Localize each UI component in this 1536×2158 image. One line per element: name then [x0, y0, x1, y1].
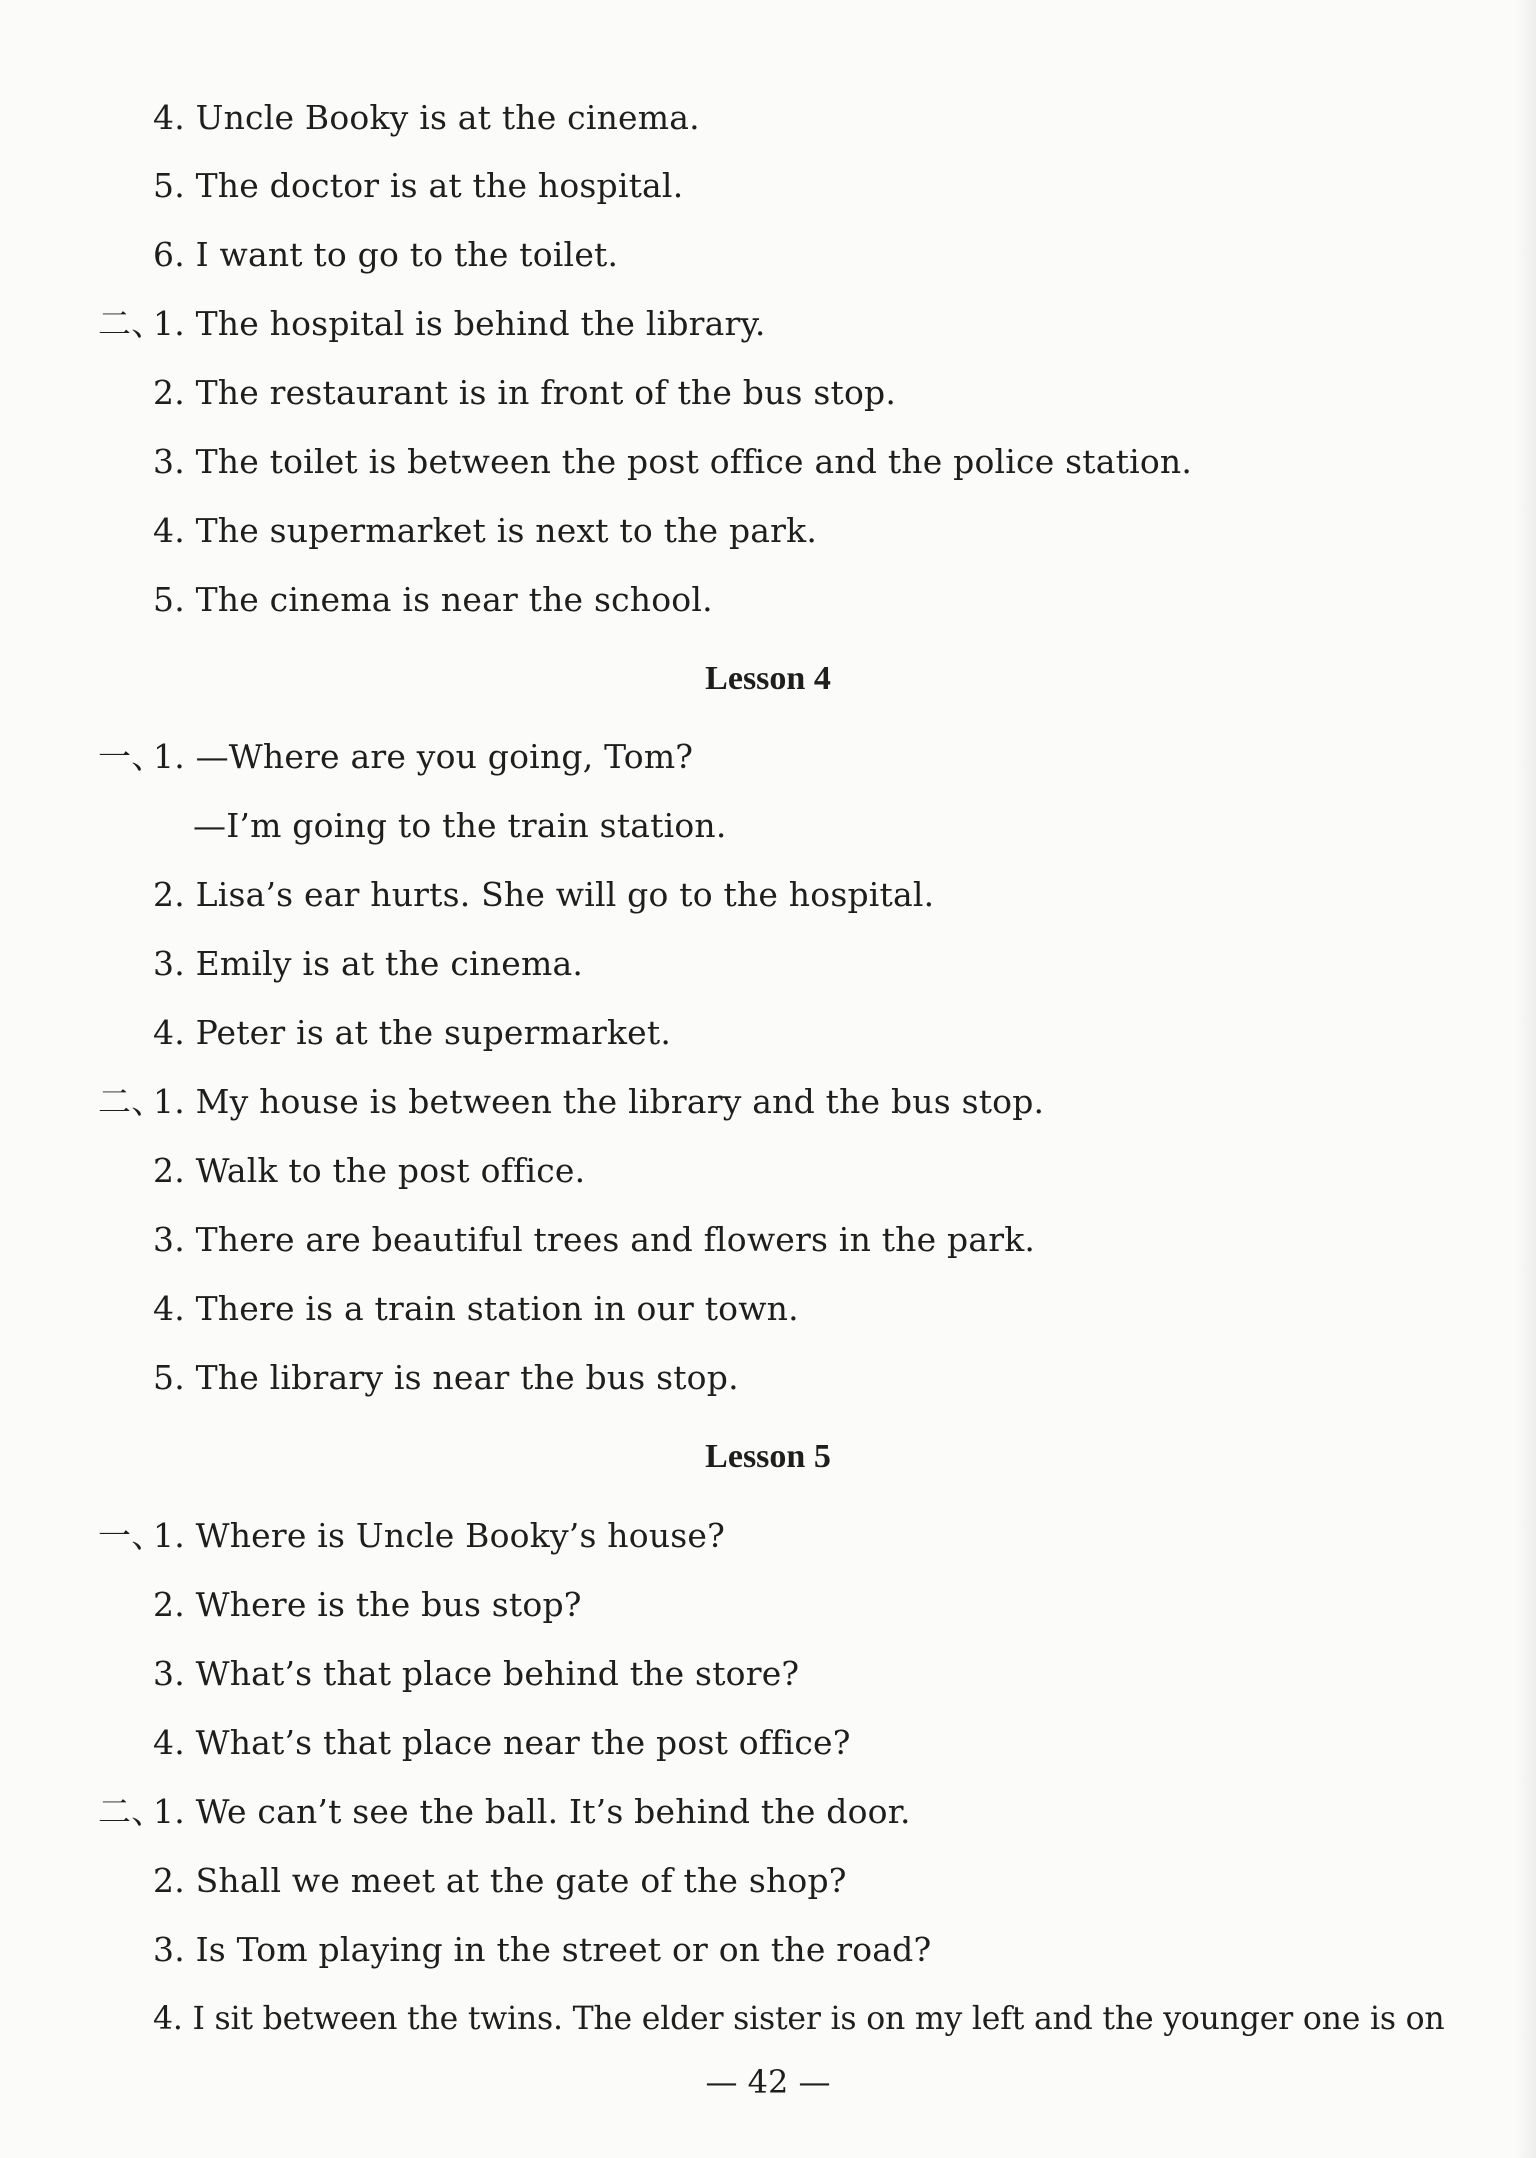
answer-text: 1. Where is Uncle Booky’s house? — [153, 1516, 726, 1555]
answer-text: 1. We can’t see the ball. It’s behind the door. — [153, 1792, 911, 1831]
answer-line: 5. The library is near the bus stop. — [153, 1358, 739, 1397]
answer-line: 4. What’s that place near the post office? — [153, 1723, 851, 1762]
answer-line: 3. There are beautiful trees and flowers in the park. — [153, 1220, 1036, 1259]
section-marker: 二、 — [98, 1082, 165, 1121]
answer-line: 6. I want to go to the toilet. — [153, 235, 619, 274]
section-marker: 二、 — [98, 304, 165, 343]
answer-line: 4. Uncle Booky is at the cinema. — [153, 98, 700, 137]
answer-line: 2. Where is the bus stop? — [153, 1585, 582, 1624]
answer-line: 2. Walk to the post office. — [153, 1151, 586, 1190]
answer-text: 1. —Where are you going, Tom? — [153, 737, 694, 776]
answer-line: 2. Shall we meet at the gate of the shop? — [153, 1861, 847, 1900]
answer-line: —I’m going to the train station. — [193, 806, 727, 845]
answer-line: 3. What’s that place behind the store? — [153, 1654, 800, 1693]
answer-line: 3. The toilet is between the post office and the police station. — [153, 442, 1193, 481]
page-edge-shadow — [1514, 0, 1536, 2158]
answer-text: 1. The hospital is behind the library. — [153, 304, 766, 343]
answer-line — [98, 304, 766, 344]
lesson-4-heading: Lesson 4 — [705, 660, 831, 697]
section-marker: 二、 — [98, 1792, 165, 1831]
lesson-5-heading: Lesson 5 — [705, 1438, 831, 1475]
answer-line: 5. The cinema is near the school. — [153, 580, 713, 619]
page-number: — 42 — — [705, 2063, 831, 2101]
section-marker: 一、 — [98, 1516, 165, 1555]
answer-line: 5. The doctor is at the hospital. — [153, 166, 684, 205]
answer-line — [98, 1082, 1044, 1122]
answer-line: 4. I sit between the twins. The elder sister is on my left and the younger one is on — [153, 2001, 1445, 2037]
answer-line: 3. Emily is at the cinema. — [153, 944, 584, 983]
answer-line — [98, 737, 693, 777]
answer-line: 3. Is Tom playing in the street or on the road? — [153, 1930, 932, 1969]
answer-line: 4. There is a train station in our town. — [153, 1289, 799, 1328]
answer-line: 4. Peter is at the supermarket. — [153, 1013, 672, 1052]
answer-text: 1. My house is between the library and the bus stop. — [153, 1082, 1045, 1121]
answer-line: 4. The supermarket is next to the park. — [153, 511, 818, 550]
answer-line: 2. Lisa’s ear hurts. She will go to the hospital. — [153, 875, 935, 914]
answer-line: 2. The restaurant is in front of the bus stop. — [153, 373, 897, 412]
answer-line — [98, 1792, 911, 1832]
answer-line — [98, 1516, 725, 1556]
section-marker: 一、 — [98, 737, 165, 776]
